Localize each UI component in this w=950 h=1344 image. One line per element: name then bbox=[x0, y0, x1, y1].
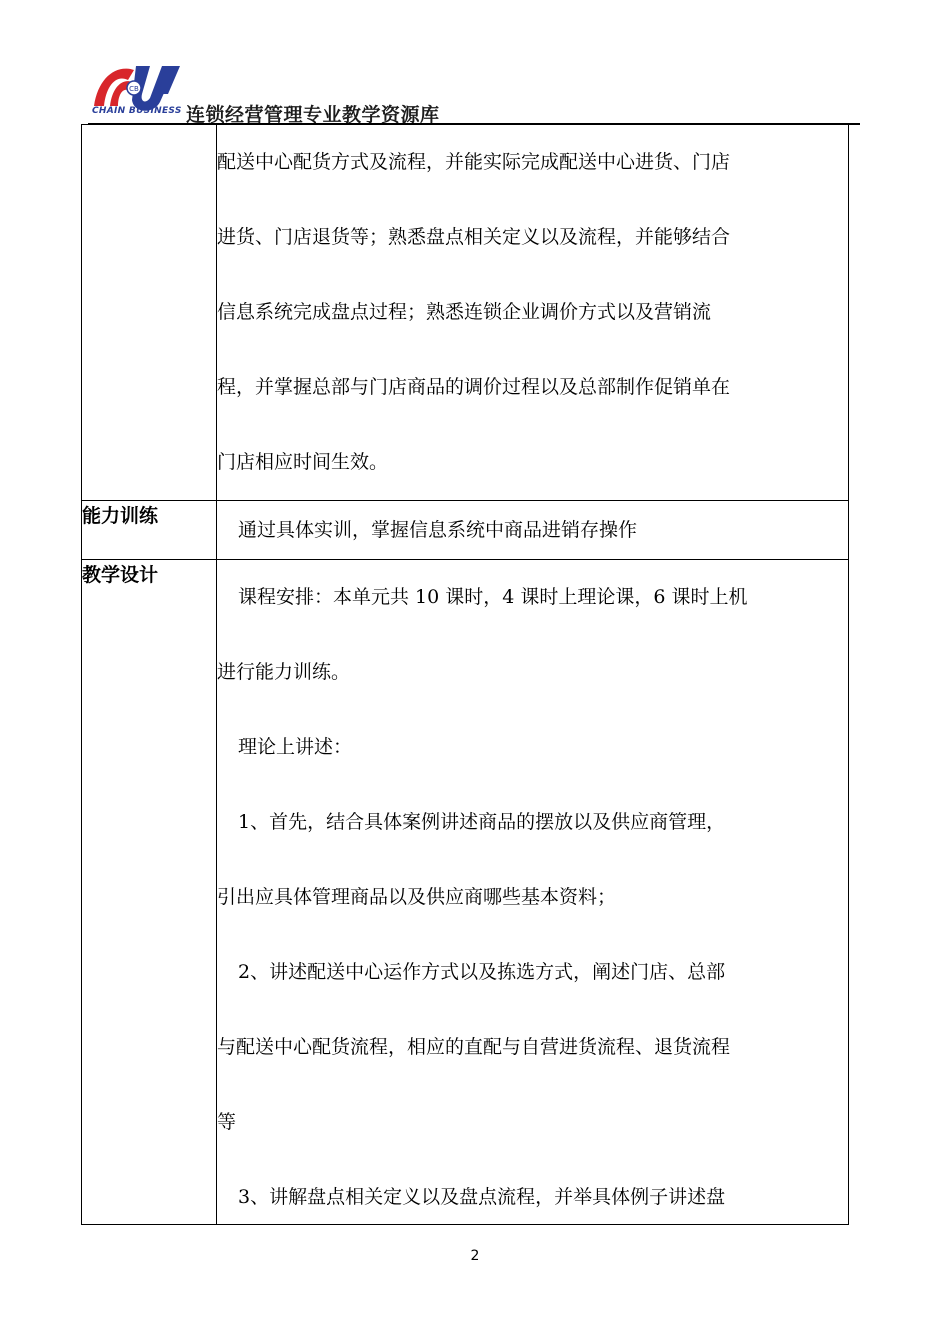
objectives-content bbox=[217, 125, 849, 501]
content-line: 通过具体实训，掌握信息系统中商品进销存操作 bbox=[238, 519, 638, 541]
content-line: 配送中心配货方式及流程，并能实际完成配送中心进货、门店 bbox=[217, 151, 731, 173]
row-label-teaching-design: 教学设计 bbox=[82, 560, 217, 1225]
content-line: 进货、门店退货等；熟悉盘点相关定义以及流程，并能够结合 bbox=[217, 226, 731, 248]
row-label-ability-training: 能力训练 bbox=[82, 501, 217, 560]
content-line: 门店相应时间生效。 bbox=[217, 451, 389, 473]
header-title: 连锁经营管理专业教学资源库 bbox=[186, 104, 440, 126]
content-line: 课程安排：本单元共 10 课时，4 课时上理论课，6 课时上机 bbox=[238, 586, 748, 608]
svg-text:CB: CB bbox=[129, 85, 139, 93]
row-label-empty bbox=[82, 125, 217, 501]
content-line: 进行能力训练。 bbox=[217, 661, 351, 683]
syllabus-table bbox=[81, 124, 849, 1225]
content-line: 等 bbox=[217, 1111, 237, 1133]
content-line: 3、讲解盘点相关定义以及盘点流程，并举具体例子讲述盘 bbox=[238, 1186, 726, 1208]
content-line: 2、讲述配送中心运作方式以及拣选方式，阐述门店、总部 bbox=[238, 961, 726, 983]
content-line: 理论上讲述： bbox=[238, 736, 353, 758]
content-line: 信息系统完成盘点过程；熟悉连锁企业调价方式以及营销流 bbox=[217, 301, 712, 323]
page-number: 2 bbox=[470, 1248, 480, 1264]
table-row-ability-training bbox=[82, 501, 849, 560]
ability-training-content bbox=[217, 501, 849, 560]
logo-text: CHAIN BUSINESS bbox=[92, 106, 182, 116]
table-row-teaching-design bbox=[82, 560, 849, 1225]
page-header bbox=[88, 58, 860, 126]
content-line: 1、首先，结合具体案例讲述商品的摆放以及供应商管理， bbox=[238, 811, 726, 833]
content-line: 与配送中心配货流程，相应的直配与自营进货流程、退货流程 bbox=[217, 1036, 731, 1058]
table-row-objectives bbox=[82, 125, 849, 501]
teaching-design-content bbox=[217, 560, 849, 1225]
content-line: 引出应具体管理商品以及供应商哪些基本资料； bbox=[217, 886, 617, 908]
content-line: 程，并掌握总部与门店商品的调价过程以及总部制作促销单在 bbox=[217, 376, 731, 398]
